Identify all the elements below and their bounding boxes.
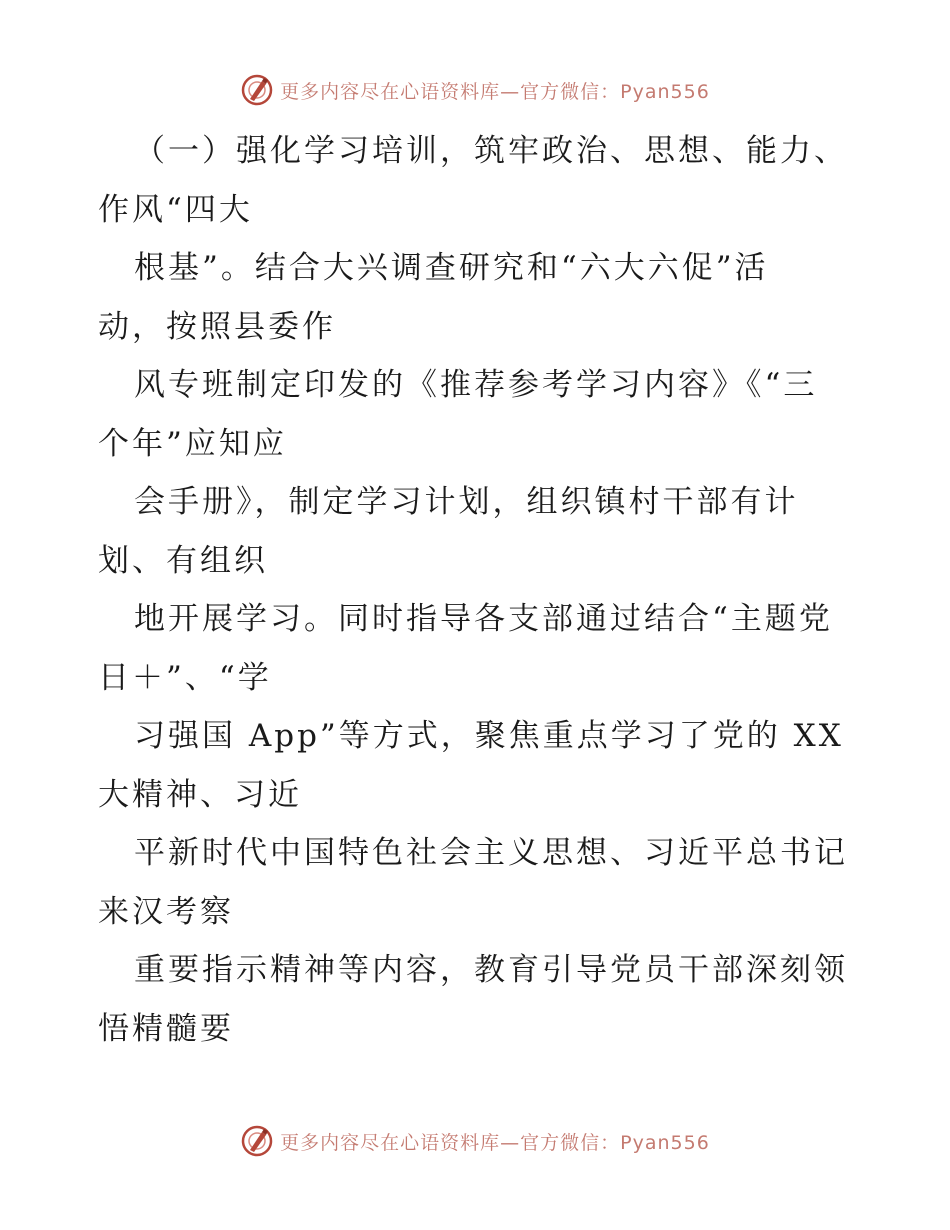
watermark-text: 更多内容尽在心语资料库—官方微信：Pyan556: [280, 80, 710, 103]
text-line: 来汉考察: [98, 893, 234, 930]
watermark-text: 更多内容尽在心语资料库—官方微信：Pyan556: [280, 1131, 710, 1154]
text-line: 会手册》，制定学习计划，组织镇村干部有计: [134, 484, 799, 520]
pen-nib-logo-icon: [240, 1124, 274, 1158]
text-line: 个年”应知应: [98, 425, 287, 462]
text-line: 大精神、习近: [98, 776, 302, 813]
text-line: 根基”。结合大兴调查研究和“六大六促”活: [134, 250, 769, 286]
footer-watermark: [0, 1121, 950, 1161]
document-body: [98, 122, 858, 1058]
text-line: 平新时代中国特色社会主义思想、习近平总书记: [134, 835, 848, 871]
text-line: 习强国 App”等方式，聚焦重点学习了党的 XX: [134, 718, 844, 754]
text-line: 日＋”、“学: [98, 659, 272, 696]
text-line: 重要指示精神等内容，教育引导党员干部深刻领: [134, 952, 848, 988]
text-line: （一）强化学习培训，筑牢政治、思想、能力、: [134, 133, 848, 169]
header-watermark: [0, 70, 950, 110]
pen-nib-logo-icon: [240, 73, 274, 107]
text-line: 悟精髓要: [98, 1010, 234, 1047]
text-line: 划、有组织: [98, 542, 268, 579]
text-line: 地开展学习。同时指导各支部通过结合“主题党: [134, 601, 833, 637]
text-line: 作风“四大: [98, 191, 253, 228]
text-line: 动，按照县委作: [98, 308, 336, 345]
text-line: 风专班制定印发的《推荐参考学习内容》《“三: [134, 367, 818, 403]
